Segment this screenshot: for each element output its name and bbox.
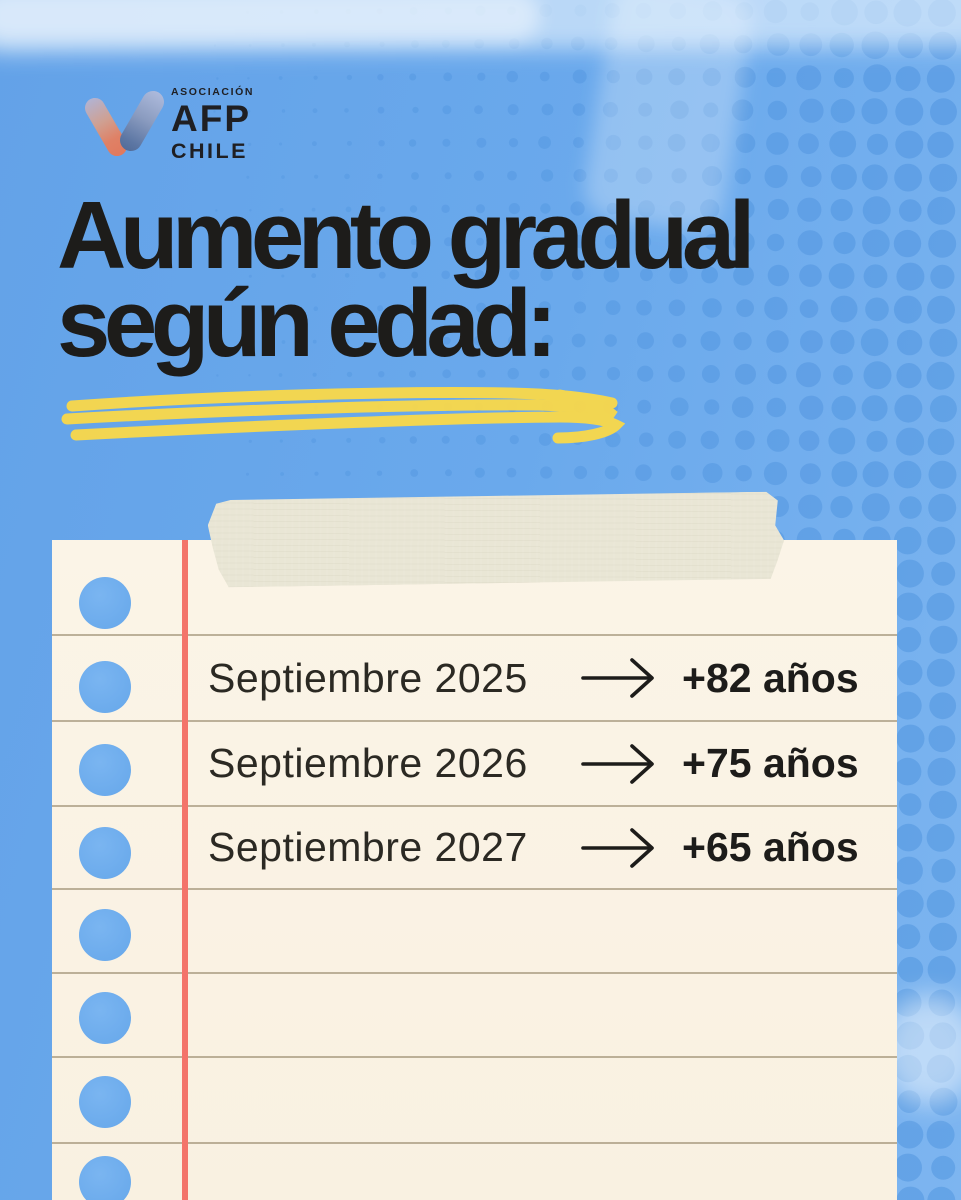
right-arrow-icon — [580, 826, 656, 870]
punch-hole — [79, 1076, 131, 1128]
punch-hole — [79, 909, 131, 961]
schedule-date: Septiembre 2026 — [208, 740, 528, 786]
schedule-row — [52, 805, 897, 888]
schedule-age: +65 años — [682, 824, 859, 870]
schedule-age: +75 años — [682, 740, 859, 786]
punch-hole — [79, 744, 131, 796]
punch-hole — [79, 661, 131, 713]
yellow-highlight-scribble — [60, 386, 625, 448]
logo-capsule-orange — [81, 94, 130, 159]
right-arrow-icon — [580, 656, 656, 700]
paper-rows — [52, 540, 897, 1200]
paper-row-empty — [52, 1056, 897, 1142]
logo-capsule-blue — [116, 87, 168, 155]
logo-text — [171, 86, 254, 163]
punch-hole — [79, 992, 131, 1044]
schedule-date: Septiembre 2025 — [208, 654, 528, 701]
margin-line — [182, 540, 188, 1200]
schedule-age: +82 años — [682, 654, 859, 701]
logo-country-label: CHILE — [171, 139, 248, 163]
punch-hole — [79, 577, 131, 629]
logo-association-label: ASOCIACIÓN — [171, 86, 255, 98]
paper-row-empty — [52, 972, 897, 1056]
afp-logo-mark-icon — [75, 84, 170, 176]
punch-hole — [79, 1156, 131, 1200]
schedule-row — [52, 720, 897, 805]
schedule-row — [52, 634, 897, 720]
afp-chile-logo — [75, 84, 305, 179]
title-line-1: Aumento gradual — [57, 182, 749, 289]
right-arrow-icon — [580, 742, 656, 786]
title-line-2: según edad: — [57, 270, 551, 378]
logo-name-label: AFP — [171, 98, 251, 139]
punch-hole — [79, 827, 131, 879]
masking-tape — [207, 491, 784, 587]
notebook-paper — [52, 540, 897, 1200]
paper-row-empty — [52, 1142, 897, 1200]
page-title — [57, 182, 749, 378]
paper-row-empty — [52, 888, 897, 972]
schedule-date: Septiembre 2027 — [208, 824, 528, 870]
